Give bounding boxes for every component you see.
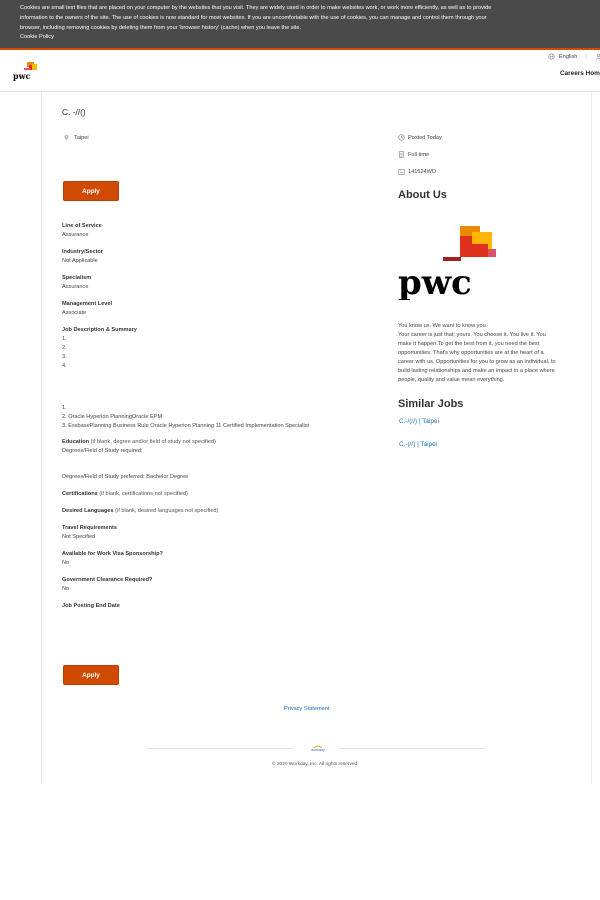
cookie-text-line-1: Cookies are small text files that are placed on your computer by the websites that you visit. They are widely used in order to make websites work, or work more efficiently, as well as to provide	[20, 5, 492, 11]
requirements-list	[62, 404, 309, 431]
education-preferred: Degrees/Field of Study preferred: Bachelor Degree	[62, 474, 189, 480]
site-header	[0, 50, 600, 92]
svg-text:pwc: pwc	[13, 71, 31, 81]
id-card-icon	[398, 168, 405, 175]
cookie-text-line-3: browser, including removing cookies by deleting them from your 'browser history' (cache) when you leave the site.	[20, 24, 302, 31]
location-label: Taipei	[74, 134, 89, 141]
about-line: people, quality and value mean everything.	[398, 377, 505, 383]
line-of-service-value: Assurance	[62, 232, 89, 238]
document-icon	[398, 151, 405, 158]
job-title: C. -//()	[62, 107, 86, 117]
requirement-item: 2. Oracle Hyperion PlanningOracle EPM	[62, 414, 163, 420]
workday-logo	[307, 744, 329, 752]
posting-end-date	[62, 602, 120, 611]
visa-label: Available for Work Visa Sponsorship?	[62, 551, 163, 557]
about-logo-text: pwc	[398, 263, 472, 300]
industry-label: Industry/Sector	[62, 249, 104, 255]
workday-label: workday	[311, 748, 325, 752]
travel-requirements	[62, 524, 117, 542]
user-icon[interactable]	[595, 53, 600, 60]
posted-date	[398, 134, 442, 141]
similar-jobs-heading: Similar Jobs	[398, 398, 464, 410]
about-line: opportunities. That's why opportunities are at the heart of a	[398, 350, 544, 356]
language-label: English	[559, 53, 578, 60]
careers-home-link[interactable]: Careers Hom	[560, 70, 600, 77]
clearance-value: No	[62, 586, 70, 592]
cookie-policy-link[interactable]: Cookie Policy	[20, 34, 54, 41]
requirement-item: 1.	[62, 405, 67, 411]
certifications	[62, 490, 188, 499]
travel-label: Travel Requirements	[62, 525, 118, 531]
languages-note: (if blank, desired languages not specified)	[115, 508, 219, 514]
industry-value: Not Applicable	[62, 258, 98, 264]
job-description	[62, 326, 137, 371]
line-of-service	[62, 222, 102, 240]
languages-label: Desired Languages	[62, 508, 114, 514]
description-item: 4.	[62, 363, 67, 369]
certifications-label: Certifications	[62, 491, 98, 497]
desired-languages	[62, 507, 218, 516]
apply-button-top[interactable]: Apply	[63, 181, 119, 201]
job-description-label: Job Description & Summary	[62, 327, 137, 333]
footer-divider-left	[148, 748, 293, 749]
education-label: Education	[62, 439, 90, 445]
travel-value: Not Specified	[62, 534, 96, 540]
management-level	[62, 300, 112, 318]
certifications-note: (if blank, certifications not specified)	[99, 491, 188, 497]
apply-button-bottom[interactable]: Apply	[63, 665, 119, 685]
pwc-logo-icon[interactable]	[12, 60, 40, 82]
visa-sponsorship	[62, 550, 163, 568]
location-pin-icon	[63, 134, 70, 141]
posted-label: Posted Today	[408, 134, 442, 141]
requirement-item: 3. EssbasePlanning Business Rule Oracle Hyperion Planning 11 Certified Implementation Specialist	[62, 423, 310, 429]
specialism-label: Specialism	[62, 275, 92, 281]
education	[62, 438, 216, 456]
government-clearance	[62, 576, 152, 594]
specialism	[62, 274, 91, 292]
education-required: Degrees/Field of Study required:	[62, 448, 143, 454]
about-line: build lasting relationships and make an impact in a place where	[398, 368, 555, 374]
management-level-label: Management Level	[62, 301, 113, 307]
privacy-statement-link[interactable]: Privacy Statement	[284, 706, 330, 712]
description-item: 3.	[62, 354, 67, 360]
time-type	[398, 151, 429, 158]
language-selector[interactable]	[548, 53, 600, 60]
clock-icon	[398, 134, 405, 141]
specialism-value: Assurance	[62, 284, 89, 290]
requisition-id-label: 141624WD	[408, 168, 436, 175]
about-line: make it happen.To get the best from it, you need the best	[398, 341, 540, 347]
globe-icon	[548, 53, 555, 60]
cookie-text-line-2: information to the owners of the site. The use of cookies is now standard for most websites. If you are uncomfortable with the use of cookies, you can manage and control them through your	[20, 14, 487, 21]
management-level-value: Associate	[62, 310, 87, 316]
job-location	[63, 134, 89, 141]
line-of-service-label: Line of Service	[62, 223, 102, 229]
industry-sector	[62, 248, 103, 266]
about-us-heading: About Us	[398, 189, 447, 201]
about-line: Your career is just that; yours. You choose it. You live it. You	[398, 332, 546, 338]
education-note: (if blank, degree and/or field of study not specified)	[90, 439, 216, 445]
about-us-text	[398, 322, 570, 385]
about-line: You know us. We want to know you.	[398, 323, 488, 329]
description-item: 2.	[62, 345, 67, 351]
about-line: career with us. Opportunities for you to grow as an individual, to	[398, 359, 556, 365]
header-divider: |	[585, 53, 587, 60]
pwc-logo-large-icon	[398, 224, 498, 300]
similar-job-link[interactable]: C.-/(//) | Taipei	[399, 418, 439, 425]
visa-value: No	[62, 560, 70, 566]
description-item: 1.	[62, 336, 67, 342]
footer-divider-right	[340, 748, 485, 749]
clearance-label: Government Clearance Required?	[62, 577, 153, 583]
copyright-text: © 2020 Workday, Inc. All rights reserved.	[272, 762, 359, 767]
cookie-banner	[0, 0, 600, 48]
end-date-label: Job Posting End Date	[62, 603, 120, 609]
similar-job-link[interactable]: C.-(//) | Taipei	[399, 441, 438, 448]
requisition-id	[398, 168, 436, 175]
time-type-label: Full time	[408, 151, 430, 158]
